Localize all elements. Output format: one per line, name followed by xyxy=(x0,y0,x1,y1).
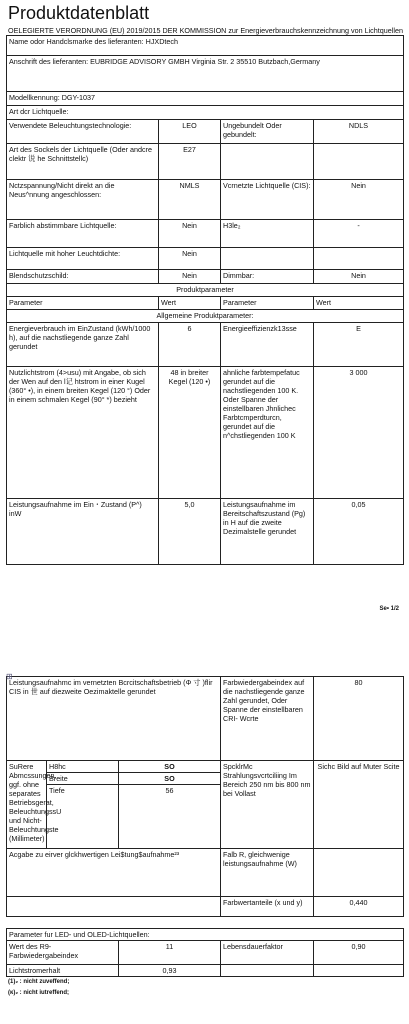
flux-label: Nutzlichtstrom (4>usu) mit Angabe, ob sich der Wen auf den l记 htstrom in einer Kugel (360° •), in einem breiten Kegel (120 °) Oder in einem schmalen Kegel (90° *) bezieht xyxy=(7,367,159,499)
datasheet-page-2 xyxy=(6,672,403,1024)
param-header-1: Parameter xyxy=(7,297,159,310)
dimmable-label: Dimmbar: xyxy=(221,270,314,284)
cri-label: Farbwiedergabeindex auf die nachstliegende ganze Zahl gerundet, Oder Spanne der einstellbaren CRI- Wcrte xyxy=(221,677,314,761)
r9-value: 11 xyxy=(119,941,221,965)
equivalent-power-label: Acgabe zu eirver glckhwertigen Lei$tung$aufnahme²³ xyxy=(7,849,221,897)
cct-label: ahnliche farbtempefatuc gerundet auf die nachstliegenden 100 K. Oder Spanne der einstellbaren Jhnlichec Farbtcmperdturcn, gerundet auf die n^chstliegenden 100 K xyxy=(221,367,314,499)
r9-label: Wert des R9-Farbwiedergabeindex xyxy=(7,941,119,965)
maintenance-label: Lichtstromerhalt xyxy=(7,965,119,977)
efficiency-class-value: E xyxy=(314,323,404,367)
footnote-1: (1)₂ : nicht zuveffend; xyxy=(8,979,70,985)
energy-label: Energieverbrauch im EinZustand (kWh/1000 h), auf die nachstliegende ganze Zahl gerundet xyxy=(7,323,159,367)
product-table-1 xyxy=(6,35,404,565)
chromaticity-label: Farbwertanteile (x und y) xyxy=(221,897,314,917)
value-header-2: Wert xyxy=(314,297,404,310)
standby-value: 0,05 xyxy=(314,499,404,565)
mains-label: Nctzspannung/Nicht direkt an die Neus^nnung angeschlossen: xyxy=(7,180,159,220)
high-luminance-value: Nein xyxy=(159,248,221,270)
efficiency-class-label: Energieeffizienzk13sse xyxy=(221,323,314,367)
cct-value: 3 000 xyxy=(314,367,404,499)
glare-value: Nein xyxy=(159,270,221,284)
tech-label: Verwendete Beleuchtungstechnologie: xyxy=(7,120,159,144)
chromaticity-value: 0,440 xyxy=(314,897,404,917)
general-params-header: Allgemeine Produktparameter: xyxy=(7,310,404,323)
value-header-1: Wert xyxy=(159,297,221,310)
socket-value: E27 xyxy=(159,144,221,180)
page-title: Produktdatenblatt xyxy=(8,3,150,23)
undirected-value: NDLS xyxy=(314,120,404,144)
connected-label: Vcrnetzte Lichtquelle (CIS): xyxy=(221,180,314,220)
socket-label: Art des Sockels der Lichtquelle (Oder andcre clektr 说 he Schnittstellc) xyxy=(7,144,159,180)
standby-label: Leistungsaufnahme im Bereitschaftszustand (Pg) in H auf die zweite Dezimalstelle gerundet xyxy=(221,499,314,565)
datasheet-page-1 xyxy=(6,0,403,612)
power-value: 5,0 xyxy=(159,499,221,565)
mains-value: NMLS xyxy=(159,180,221,220)
width-label: Breite xyxy=(47,773,119,785)
hl-value: - xyxy=(314,220,404,248)
lifetime-value: 0,90 xyxy=(314,941,404,965)
high-luminance-label: Lichtquelle mit hoher Leuchtdichte: xyxy=(7,248,159,270)
regulation-text: OELEGIERTE VERORDNUNG (EU) 2019/2015 DER KOMMISSION zur Energieverbrauchskennzeichnung von Lichtquellen xyxy=(8,26,403,35)
spectral-value: Sichc Bild auf Muter Scite xyxy=(314,761,404,849)
footnote-2: (ĸ)₂ : nicht iutreffend; xyxy=(8,990,69,996)
connected-value: Nein xyxy=(314,180,404,220)
led-params-header: Parameter fur LED- und OLED-Lichtquellen: xyxy=(7,929,404,941)
net-standby-label: Leistungsaufnahmc im vernetzten Bcrcitschaftsbetrieb (Φ 寸 )flir CIS in 世 auf diezweite Oezimaktelle gerundet xyxy=(7,677,221,761)
hl-label: H3le₂ xyxy=(221,220,314,248)
page-number: Se• 1/2 xyxy=(379,606,399,612)
cri-value: 80 xyxy=(314,677,404,761)
beam-label: Falb R, gleichwenige leistungsaufnahme (W) xyxy=(221,849,314,897)
product-table-2 xyxy=(6,676,404,977)
dimmable-value: Nein xyxy=(314,270,404,284)
tunable-value: Nein xyxy=(159,220,221,248)
depth-label: Tiefe xyxy=(47,785,119,849)
flux-value: 48 in breiter Kegel (120 •) xyxy=(159,367,221,499)
supplier-address-cell: Anschrift des lieferanten: EUBRIDGE ADVISORY GMBH Virginia Str. 2 35510 Butzbach,Germany xyxy=(7,56,404,92)
lamp-type-cell: Art dcr Lichtquelle: xyxy=(7,106,404,120)
glare-label: Blendschutzschild: xyxy=(7,270,159,284)
product-params-header: Produktparameter xyxy=(7,284,404,297)
height-value: SO xyxy=(119,761,221,773)
tunable-label: Farblich abstimmbare Lichtquelle: xyxy=(7,220,159,248)
dimensions-label: SuRere Abmcssungen, ggf. ohne separates Betriebsgerat, BeleuchtungssU und Nicht-Beleuchtungste (Millimeter) xyxy=(7,761,47,849)
spectral-label: SpcklrMc Strahlungsvcrtciliing Im Bereich 250 nm bis 800 nm bei Vollast xyxy=(221,761,314,849)
supplier-name-cell: Name odor Handclsmarke des lieferanten: HJXDtech xyxy=(7,36,404,56)
maintenance-value: 0,93 xyxy=(119,965,221,977)
tech-value: LEO xyxy=(159,120,221,144)
param-header-2: Parameter xyxy=(221,297,314,310)
height-label: H8hc xyxy=(47,761,119,773)
width-value: SO xyxy=(119,773,221,785)
depth-value: 56 xyxy=(119,785,221,849)
lifetime-label: Lebensdauerfaktor xyxy=(221,941,314,965)
power-label: Leistungsaufnahme im Ein・Zustand (P^) inW xyxy=(7,499,159,565)
move-handle-icon[interactable]: ⊞ xyxy=(6,672,13,681)
energy-value: 6 xyxy=(159,323,221,367)
model-cell: Modellkennung: DGY-1037 xyxy=(7,92,404,106)
undirected-label: Ungebundelt Oder gebundelt: xyxy=(221,120,314,144)
